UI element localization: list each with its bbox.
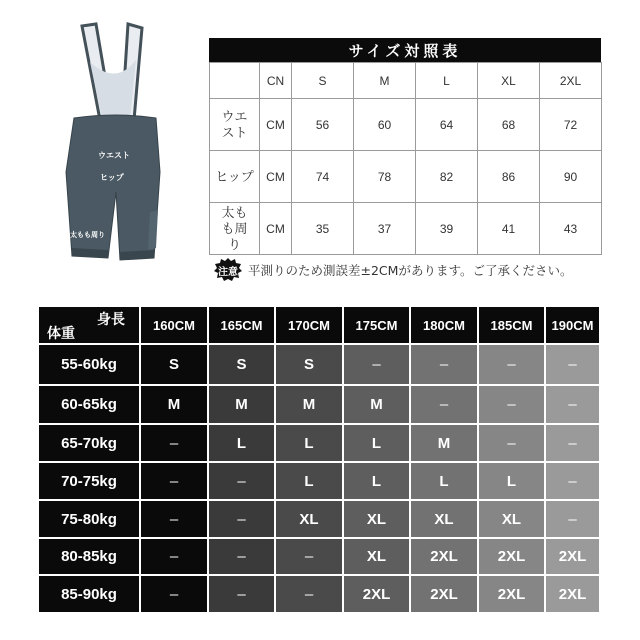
value-cell: 56 xyxy=(292,99,354,151)
note-text: 平測りのため測誤差±2CMがあります。ご了承ください。 xyxy=(248,263,573,278)
weight-header: 85-90kg xyxy=(61,585,117,603)
size-cell: M xyxy=(167,396,181,413)
size-cell: – xyxy=(568,356,577,373)
hip-label: ヒップ xyxy=(100,173,124,182)
thigh-label: 太もも周り xyxy=(70,231,105,239)
value-cell: 64 xyxy=(416,99,478,151)
unit-cell: CM xyxy=(260,151,292,203)
size-cell: L xyxy=(236,434,247,452)
value-cell: 82 xyxy=(416,151,478,203)
size-cell: – xyxy=(304,585,314,603)
size-cell: – xyxy=(169,548,179,565)
weight-header: 65-70kg xyxy=(61,434,117,452)
size-cell: 2XL xyxy=(497,548,526,565)
size-cell: L xyxy=(304,472,314,490)
size-cell: M xyxy=(370,396,383,413)
size-chart-title: サイズ対照表 xyxy=(209,38,601,62)
row-label-waist: ウエスト xyxy=(210,99,260,151)
size-cell: 2XL xyxy=(497,585,526,603)
size-chart-table xyxy=(209,62,602,255)
size-cell: – xyxy=(568,472,577,490)
size-cell: – xyxy=(169,585,179,603)
size-chart-header-row xyxy=(210,63,602,99)
value-cell: 60 xyxy=(354,99,416,151)
size-cell: XL xyxy=(366,510,387,528)
size-cell: S xyxy=(236,356,247,373)
size-cell: – xyxy=(237,510,246,528)
size-cell: XL xyxy=(501,510,522,528)
size-header: M xyxy=(354,63,416,99)
height-header: 170CM xyxy=(288,317,330,333)
table-row xyxy=(210,99,602,151)
size-cell: – xyxy=(439,396,449,413)
size-cell: – xyxy=(169,434,179,452)
size-cell: 2XL xyxy=(558,548,587,565)
size-cell: 2XL xyxy=(362,585,391,603)
size-cell: – xyxy=(169,472,179,490)
value-cell: 35 xyxy=(292,203,354,255)
value-cell: 37 xyxy=(354,203,416,255)
weight-header: 70-75kg xyxy=(61,472,117,490)
size-header: XL xyxy=(478,63,540,99)
size-cell: 2XL xyxy=(430,585,458,603)
size-cell: S xyxy=(168,356,179,373)
value-cell: 41 xyxy=(478,203,540,255)
value-cell: 39 xyxy=(416,203,478,255)
size-cell: L xyxy=(506,472,517,490)
size-cell: – xyxy=(568,434,577,452)
size-cell: – xyxy=(237,472,246,490)
size-cell: – xyxy=(304,548,314,565)
size-cell: – xyxy=(568,510,577,528)
corner-height-label: 身長 xyxy=(97,311,125,327)
height-header: 185CM xyxy=(490,317,533,333)
size-cell: L xyxy=(371,472,382,490)
caution-badge-label: 注意 xyxy=(218,266,238,278)
value-cell: 90 xyxy=(540,151,602,203)
size-cell: – xyxy=(439,356,449,373)
size-cell: 2XL xyxy=(430,548,458,565)
row-label-thigh: 太もも周り xyxy=(210,203,260,255)
height-header: 180CM xyxy=(423,317,465,333)
size-cell: L xyxy=(439,472,449,490)
height-header: 165CM xyxy=(220,317,263,333)
size-cell: XL xyxy=(299,510,319,528)
size-cell: XL xyxy=(434,510,454,528)
value-cell: 43 xyxy=(540,203,602,255)
table-row xyxy=(210,151,602,203)
row-label-hip: ヒップ xyxy=(210,151,260,203)
size-cell: – xyxy=(237,548,246,565)
size-recommendation-matrix xyxy=(39,307,601,614)
size-cell: L xyxy=(304,434,314,452)
unit-cell: CM xyxy=(260,203,292,255)
size-cell: – xyxy=(237,585,246,603)
height-header: 190CM xyxy=(551,317,594,333)
unit-cell: CM xyxy=(260,99,292,151)
size-cell: – xyxy=(507,356,516,373)
size-header: L xyxy=(416,63,478,99)
size-header: 2XL xyxy=(540,63,602,99)
size-cell: – xyxy=(169,510,179,528)
size-cell: S xyxy=(303,356,314,373)
size-header: S xyxy=(292,63,354,99)
size-cell: 2XL xyxy=(558,585,587,603)
table-row xyxy=(210,203,602,255)
value-cell: 86 xyxy=(478,151,540,203)
weight-header: 80-85kg xyxy=(61,548,117,565)
waist-label: ウエスト xyxy=(98,151,130,160)
size-cell: M xyxy=(437,434,451,452)
value-cell: 78 xyxy=(354,151,416,203)
value-cell: 68 xyxy=(478,99,540,151)
size-cell: – xyxy=(568,396,577,413)
weight-header: 60-65kg xyxy=(61,396,117,413)
weight-header: 75-80kg xyxy=(61,510,117,528)
size-cell: – xyxy=(507,434,516,452)
size-cell: – xyxy=(507,396,516,413)
unit-header: CN xyxy=(260,63,292,99)
measurement-note xyxy=(214,258,614,282)
size-cell: M xyxy=(302,396,316,413)
height-header: 175CM xyxy=(355,317,398,333)
size-cell: L xyxy=(371,434,382,452)
value-cell: 74 xyxy=(292,151,354,203)
value-cell: 72 xyxy=(540,99,602,151)
size-chart-corner xyxy=(210,63,260,99)
size-chart xyxy=(209,38,601,255)
bib-shorts-image xyxy=(56,22,176,264)
size-cell: – xyxy=(372,356,381,373)
size-cell: XL xyxy=(366,548,387,565)
height-header: 160CM xyxy=(153,317,195,333)
caution-badge xyxy=(214,258,242,282)
size-cell: M xyxy=(235,396,248,413)
corner-weight-label: 体重 xyxy=(47,325,75,341)
weight-header: 55-60kg xyxy=(61,356,117,373)
